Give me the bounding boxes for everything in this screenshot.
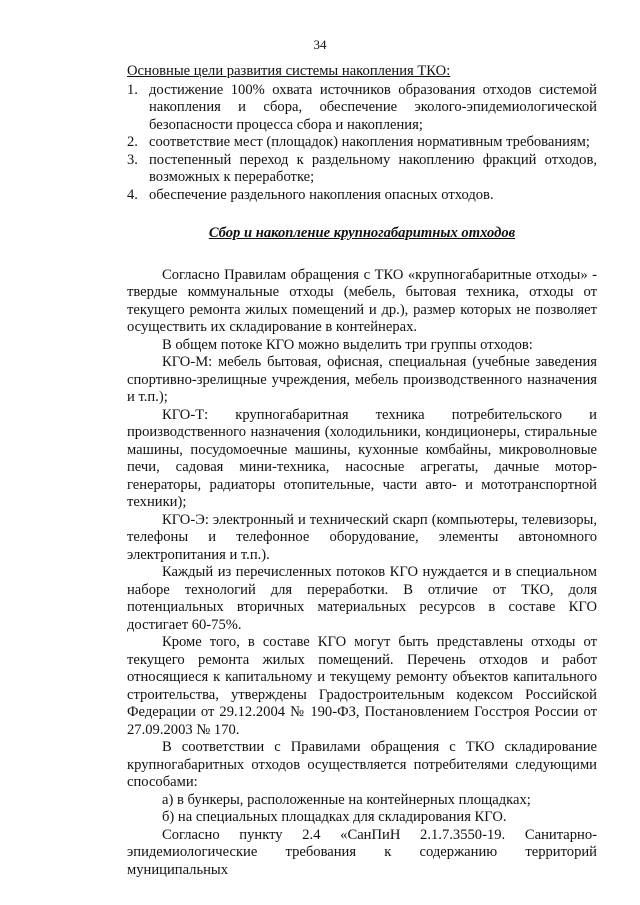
goals-heading: Основные цели развития системы накопления ТКО: (127, 63, 451, 79)
paragraph: б) на специальных площадках для складирования КГО. (162, 809, 507, 825)
list-item-text: обеспечение раздельного накопления опасных отходов. (149, 186, 494, 203)
paragraph: В общем потоке КГО можно выделить три группы отходов: (162, 336, 533, 353)
paragraph: КГО-Э: электронный и технический скарп (компьютеры, телевизоры, телефоны и телефонное оборудование, элементы автономного электропитания и т.п.). (127, 511, 597, 563)
list-item (127, 82, 597, 135)
paragraph: В соответствии с Правилами обращения с ТКО складирование крупногабаритных отходов осуществляется потребителями следующими способами: (127, 739, 597, 790)
paragraph: КГО-Т: крупногабаритная техника потребительского и производственного назначения (холодильники, кондиционеры, стиральные машины, посудомоечные машины, кухонные комбайны, микроволновые печи, садовая мини-техника, насосные агрегаты, дачные мотор-генераторы, радиаторы отопительные, части авто- и мототранспортной техники); (127, 406, 597, 510)
list-item-number: 2. (127, 134, 138, 150)
list-item (127, 152, 597, 187)
goals-list (127, 82, 597, 205)
list-item (127, 134, 597, 152)
list-item-number: 1. (127, 81, 138, 98)
paragraph: КГО-М: мебель бытовая, офисная, специальная (учебные заведения спортивно-зрелищные учреждения, мебель производственного назначения и т.п.); (127, 354, 597, 405)
list-item (127, 187, 597, 205)
paragraph: Кроме того, в составе КГО могут быть представлены отходы от текущего ремонта жилых помещений. Перечень отходов и работ относящиеся к капитальному и текущему ремонту объектов капитального строительства, утверждены Градостроительным кодексом Российской Федерации от 29.12.2004 № 190-ФЗ, Постановлением Госстроя России от 27.09.2003 № 170. (127, 634, 597, 738)
paragraph: Согласно пункту 2.4 «СанПиН 2.1.7.3550-19. Санитарно-эпидемиологические требования к содержанию территорий муниципальных (127, 826, 597, 878)
list-item-text: достижение 100% охвата источников образования отходов системой накопления и сбора, обеспечение эколого-эпидемиологической безопасности процесса сбора и накопления; (149, 81, 597, 133)
paragraph: а) в бункеры, расположенные на контейнерных площадках; (162, 791, 531, 808)
list-item-number: 3. (127, 151, 138, 168)
list-item-number: 4. (127, 186, 138, 203)
list-item-text: соответствие мест (площадок) накопления нормативным требованиям; (149, 134, 590, 150)
list-item-text: постепенный переход к раздельному накоплению фракций отходов, возможных к переработке; (149, 151, 597, 185)
document-body (127, 63, 597, 879)
section-title: Сбор и накопление крупногабаритных отходов (208, 225, 516, 241)
page-number: 34 (313, 37, 327, 52)
paragraph: Согласно Правилам обращения с ТКО «крупногабаритные отходы» - твердые коммунальные отходы (мебель, бытовая техника, отходы от текущего ремонта жилых помещений и др.), размер которых не позволяет осуществить их складирование в контейнерах. (127, 266, 597, 335)
paragraph: Каждый из перечисленных потоков КГО нуждается и в специальном наборе технологий для переработки. В отличие от ТКО, доля потенциальных вторичных материальных ресурсов в составе КГО достигает 60-75%. (127, 564, 597, 633)
